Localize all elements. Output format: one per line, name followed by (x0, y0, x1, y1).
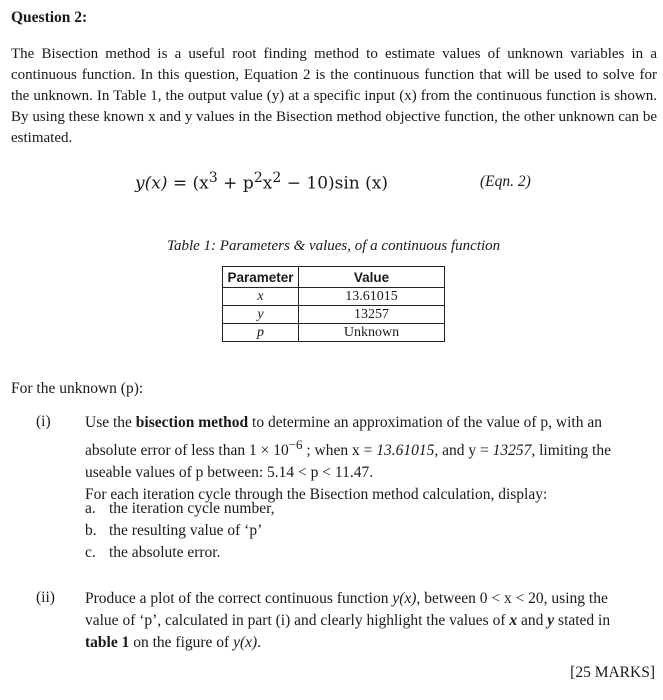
eq-part-d: − 10)sin (x) (281, 173, 389, 194)
sub-item-text: the iteration cycle number, (109, 500, 275, 517)
eq-part-c: x (262, 173, 273, 194)
sub-item-text: the absolute error. (109, 544, 221, 561)
task-ii-t1: Produce a plot of the correct continuous function (85, 590, 393, 607)
task-ii-y: y (547, 612, 555, 629)
table-cell: 13257 (299, 306, 445, 324)
eq-part-a: (x (192, 173, 209, 194)
marks-label: [25 MARKS] (570, 664, 655, 681)
task-i-text (85, 412, 645, 506)
table-cell: p (223, 324, 299, 342)
task-i-y: 13257, (492, 442, 536, 460)
table-header-row (223, 267, 445, 288)
table-row (223, 324, 445, 342)
task-ii-t3: and (517, 612, 548, 629)
task-i-t1: Use the (85, 414, 136, 431)
table-cell: y (223, 306, 299, 324)
equation-label: (Eqn. 2) (480, 173, 531, 190)
task-i-t4: and y = (438, 442, 493, 460)
table-cell: 13.61015 (299, 288, 445, 306)
task-ii-fx: y(x), (392, 590, 421, 607)
sub-item: a. (85, 500, 96, 517)
task-i-t5: limiting the useable values of p between: 5.14 < p < 11.47. (85, 442, 611, 482)
table-header: Parameter (223, 267, 299, 288)
eq-sup2b: 2 (272, 170, 282, 186)
task-ii-t4: stated in (554, 612, 611, 629)
task-i-t6: For each iteration cycle through the Bisection method calculation, display: (85, 486, 548, 504)
sub-item-text: the resulting value of ‘p’ (109, 522, 263, 539)
table-header: Value (299, 267, 445, 288)
task-ii-fx2: y(x) (233, 634, 258, 651)
task-ii-x: x (509, 612, 518, 629)
sub-item: b. (85, 522, 97, 539)
table-cell: Unknown (299, 324, 445, 342)
task-i-x: 13.61015, (376, 442, 439, 460)
table-row (223, 306, 445, 324)
task-i-bold: bisection method (135, 414, 249, 431)
intro-paragraph: The Bisection method is a useful root finding method to estimate values of unknown variables in a continuous function. In this question, Equation 2 is the continuous function that will be used to solve for the unknown. In Table 1, the output value (y) at a specific input (x) from the continuous function is shown. By using these known x and y values in the Bisection method objective function, the other unknown can be estimated. (11, 46, 657, 146)
task-ii-t2: between 0 < x < 20, using the value of ‘p’, calculated in part (i) and clearly highlight the values of (85, 590, 608, 629)
task-ii-table-ref: table 1 (85, 634, 130, 651)
equation-lhs: y(x) = (135, 173, 193, 194)
equation (135, 170, 388, 194)
task-ii-t5: on the figure of (129, 634, 234, 651)
table-cell: x (223, 288, 299, 306)
table-caption: Table 1: Parameters & values, of a continuous function (167, 238, 501, 254)
task-i-number: (i) (36, 413, 51, 430)
question-heading: Question 2: (11, 9, 88, 26)
eq-sup3: 3 (208, 170, 218, 186)
task-i-t3: ; when x = (302, 442, 377, 460)
task-ii-text (85, 588, 645, 654)
task-ii-number: (ii) (36, 589, 55, 606)
sub-item: c. (85, 544, 96, 561)
task-i-t2: to determine an approximation of the value of p, with an absolute error of less than 1 × 10 (85, 414, 602, 460)
table-row (223, 288, 445, 306)
eq-part-b: + p (217, 173, 254, 194)
tasks-lead: For the unknown (p): (11, 380, 144, 397)
task-ii-t6: . (257, 634, 262, 651)
eq-sup2a: 2 (253, 170, 263, 186)
task-i-sup: −6 (288, 437, 303, 452)
parameters-table (222, 266, 445, 342)
